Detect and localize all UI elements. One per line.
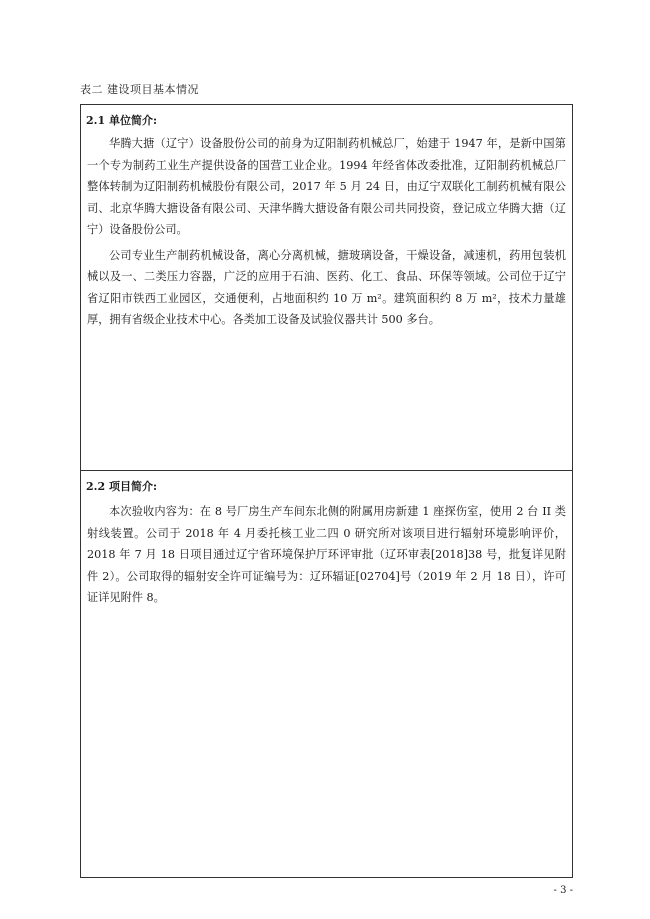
unit-profile-heading: 2.1 单位简介: [86,114,158,127]
unit-profile-body [81,129,572,331]
unit-profile-paragraph-2: 公司专业生产制药机械设备，离心分离机械，搪玻璃设备，干燥设备，减速机，药用包装机械以及一、二类压力容器，广泛的应用于石油、医药、化工、食品、环保等领域。公司位于辽宁省辽阳市铁西工业园区，交通便利，占地面积约 10 万 m²。建筑面积约 8 万 m²，技术力量雄厚，拥有省级企业技术中心。各类加工设备及试验仪器共计 500 多台。 [87,248,566,326]
project-profile-body [81,495,572,609]
unit-profile-paragraph-1: 华腾大搪（辽宁）设备股份公司的前身为辽阳制药机械总厂，始建于 1947 年，是新中国第一个专为制药工业生产提供设备的国营工业企业。1994 年经省体改委批准，辽阳制药机械总厂整体转制为辽阳制药机械股份有限公司，2017 年 5 月 24 日，由辽宁双联化工制药机械有限公司、北京华腾大搪设备有限公司、天津华腾大搪设备有限公司共同投资，登记成立华腾大搪（辽宁）设备股份公司。 [87,137,566,236]
page-number: - 3 - [553,885,573,896]
table-title: 表二 建设项目基本情况 [80,83,199,96]
project-profile-paragraph: 本次验收内容为：在 8 号厂房生产车间东北侧的附属用房新建 1 座探伤室，使用 2 台 II 类射线装置。公司于 2018 年 4 月委托核工业二四 0 研究所对该项目进行辐射环境影响评价，2018 年 7 月 18 日项目通过辽宁省环境保护厅环评审批（辽环审表[2018]38 号，批复详见附件 2）。公司取得的辐射安全许可证编号为：辽环辐证[02704]号（2019 年 2 月 18 日），许可证详见附件 8。 [87,505,566,604]
project-profile-section [80,471,573,878]
project-profile-heading: 2.2 项目简介: [86,480,158,493]
unit-profile-section [80,104,573,471]
